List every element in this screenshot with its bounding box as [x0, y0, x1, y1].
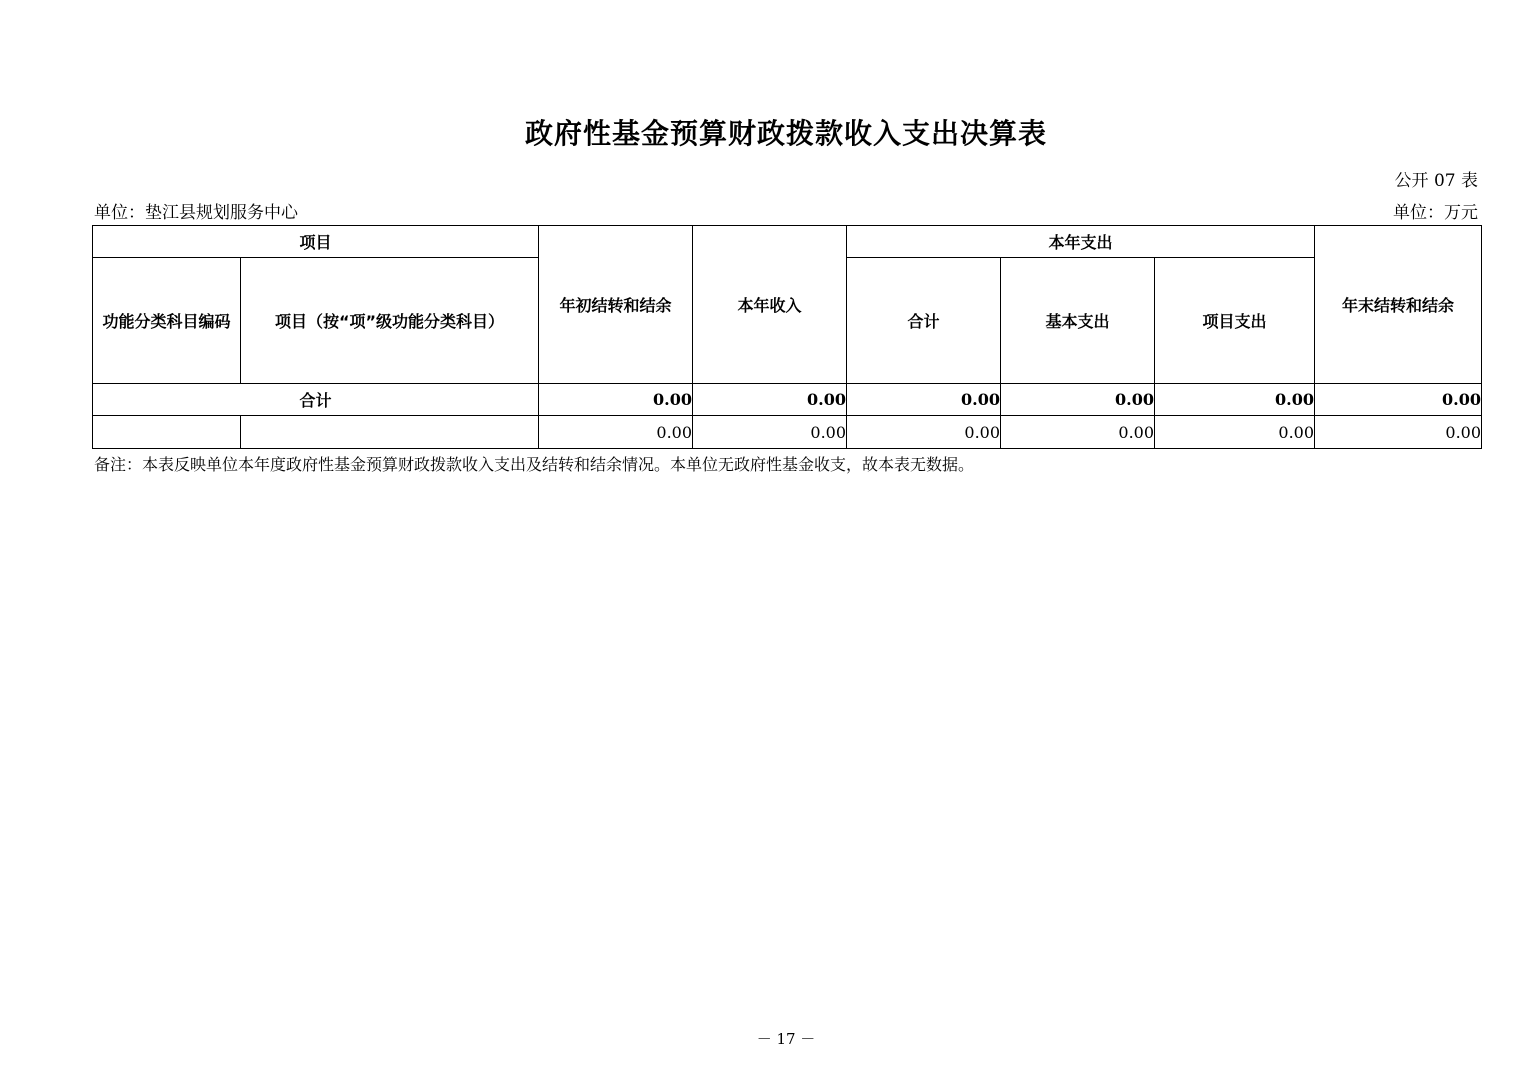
- header-current-expenditure: 本年支出: [847, 226, 1315, 258]
- row-basic-expenditure: 0.00: [1001, 416, 1155, 449]
- header-project: 项目: [93, 226, 539, 258]
- total-current-income: 0.00: [693, 384, 847, 416]
- row-current-income: 0.00: [693, 416, 847, 449]
- header-basic-expenditure: 基本支出: [1001, 258, 1155, 384]
- header-row-1: [93, 226, 1482, 258]
- header-project-by-item: 项目（按“项”级功能分类科目）: [241, 258, 539, 384]
- total-project-expenditure: 0.00: [1155, 384, 1315, 416]
- table-note: 备注：本表反映单位本年度政府性基金预算财政拨款收入支出及结转和结余情况。本单位无政府性基金收支，故本表无数据。: [94, 455, 975, 474]
- header-function-code: 功能分类科目编码: [93, 258, 241, 384]
- row-expenditure-total: 0.00: [847, 416, 1001, 449]
- header-total: 合计: [847, 258, 1001, 384]
- currency-unit: 单位：万元: [1393, 203, 1478, 223]
- header-closing-balance: 年末结转和结余: [1315, 226, 1482, 384]
- row-function-code: [93, 416, 241, 449]
- row-project-expenditure: 0.00: [1155, 416, 1315, 449]
- header-current-income: 本年收入: [693, 226, 847, 384]
- total-expenditure-total: 0.00: [847, 384, 1001, 416]
- header-project-expenditure: 项目支出: [1155, 258, 1315, 384]
- reporting-unit: 单位：垫江县规划服务中心: [94, 203, 298, 223]
- form-number: 公开 07 表: [1394, 171, 1478, 191]
- budget-table: [92, 225, 1482, 449]
- total-opening-balance: 0.00: [539, 384, 693, 416]
- page-number: － 17 －: [756, 1030, 816, 1048]
- total-row-label: 合计: [93, 384, 539, 416]
- total-row: [93, 384, 1482, 416]
- page-title: 政府性基金预算财政拨款收入支出决算表: [524, 117, 1047, 150]
- row-opening-balance: 0.00: [539, 416, 693, 449]
- total-closing-balance: 0.00: [1315, 384, 1482, 416]
- row-closing-balance: 0.00: [1315, 416, 1482, 449]
- header-opening-balance: 年初结转和结余: [539, 226, 693, 384]
- table-row: [93, 416, 1482, 449]
- row-project-name: [241, 416, 539, 449]
- total-basic-expenditure: 0.00: [1001, 384, 1155, 416]
